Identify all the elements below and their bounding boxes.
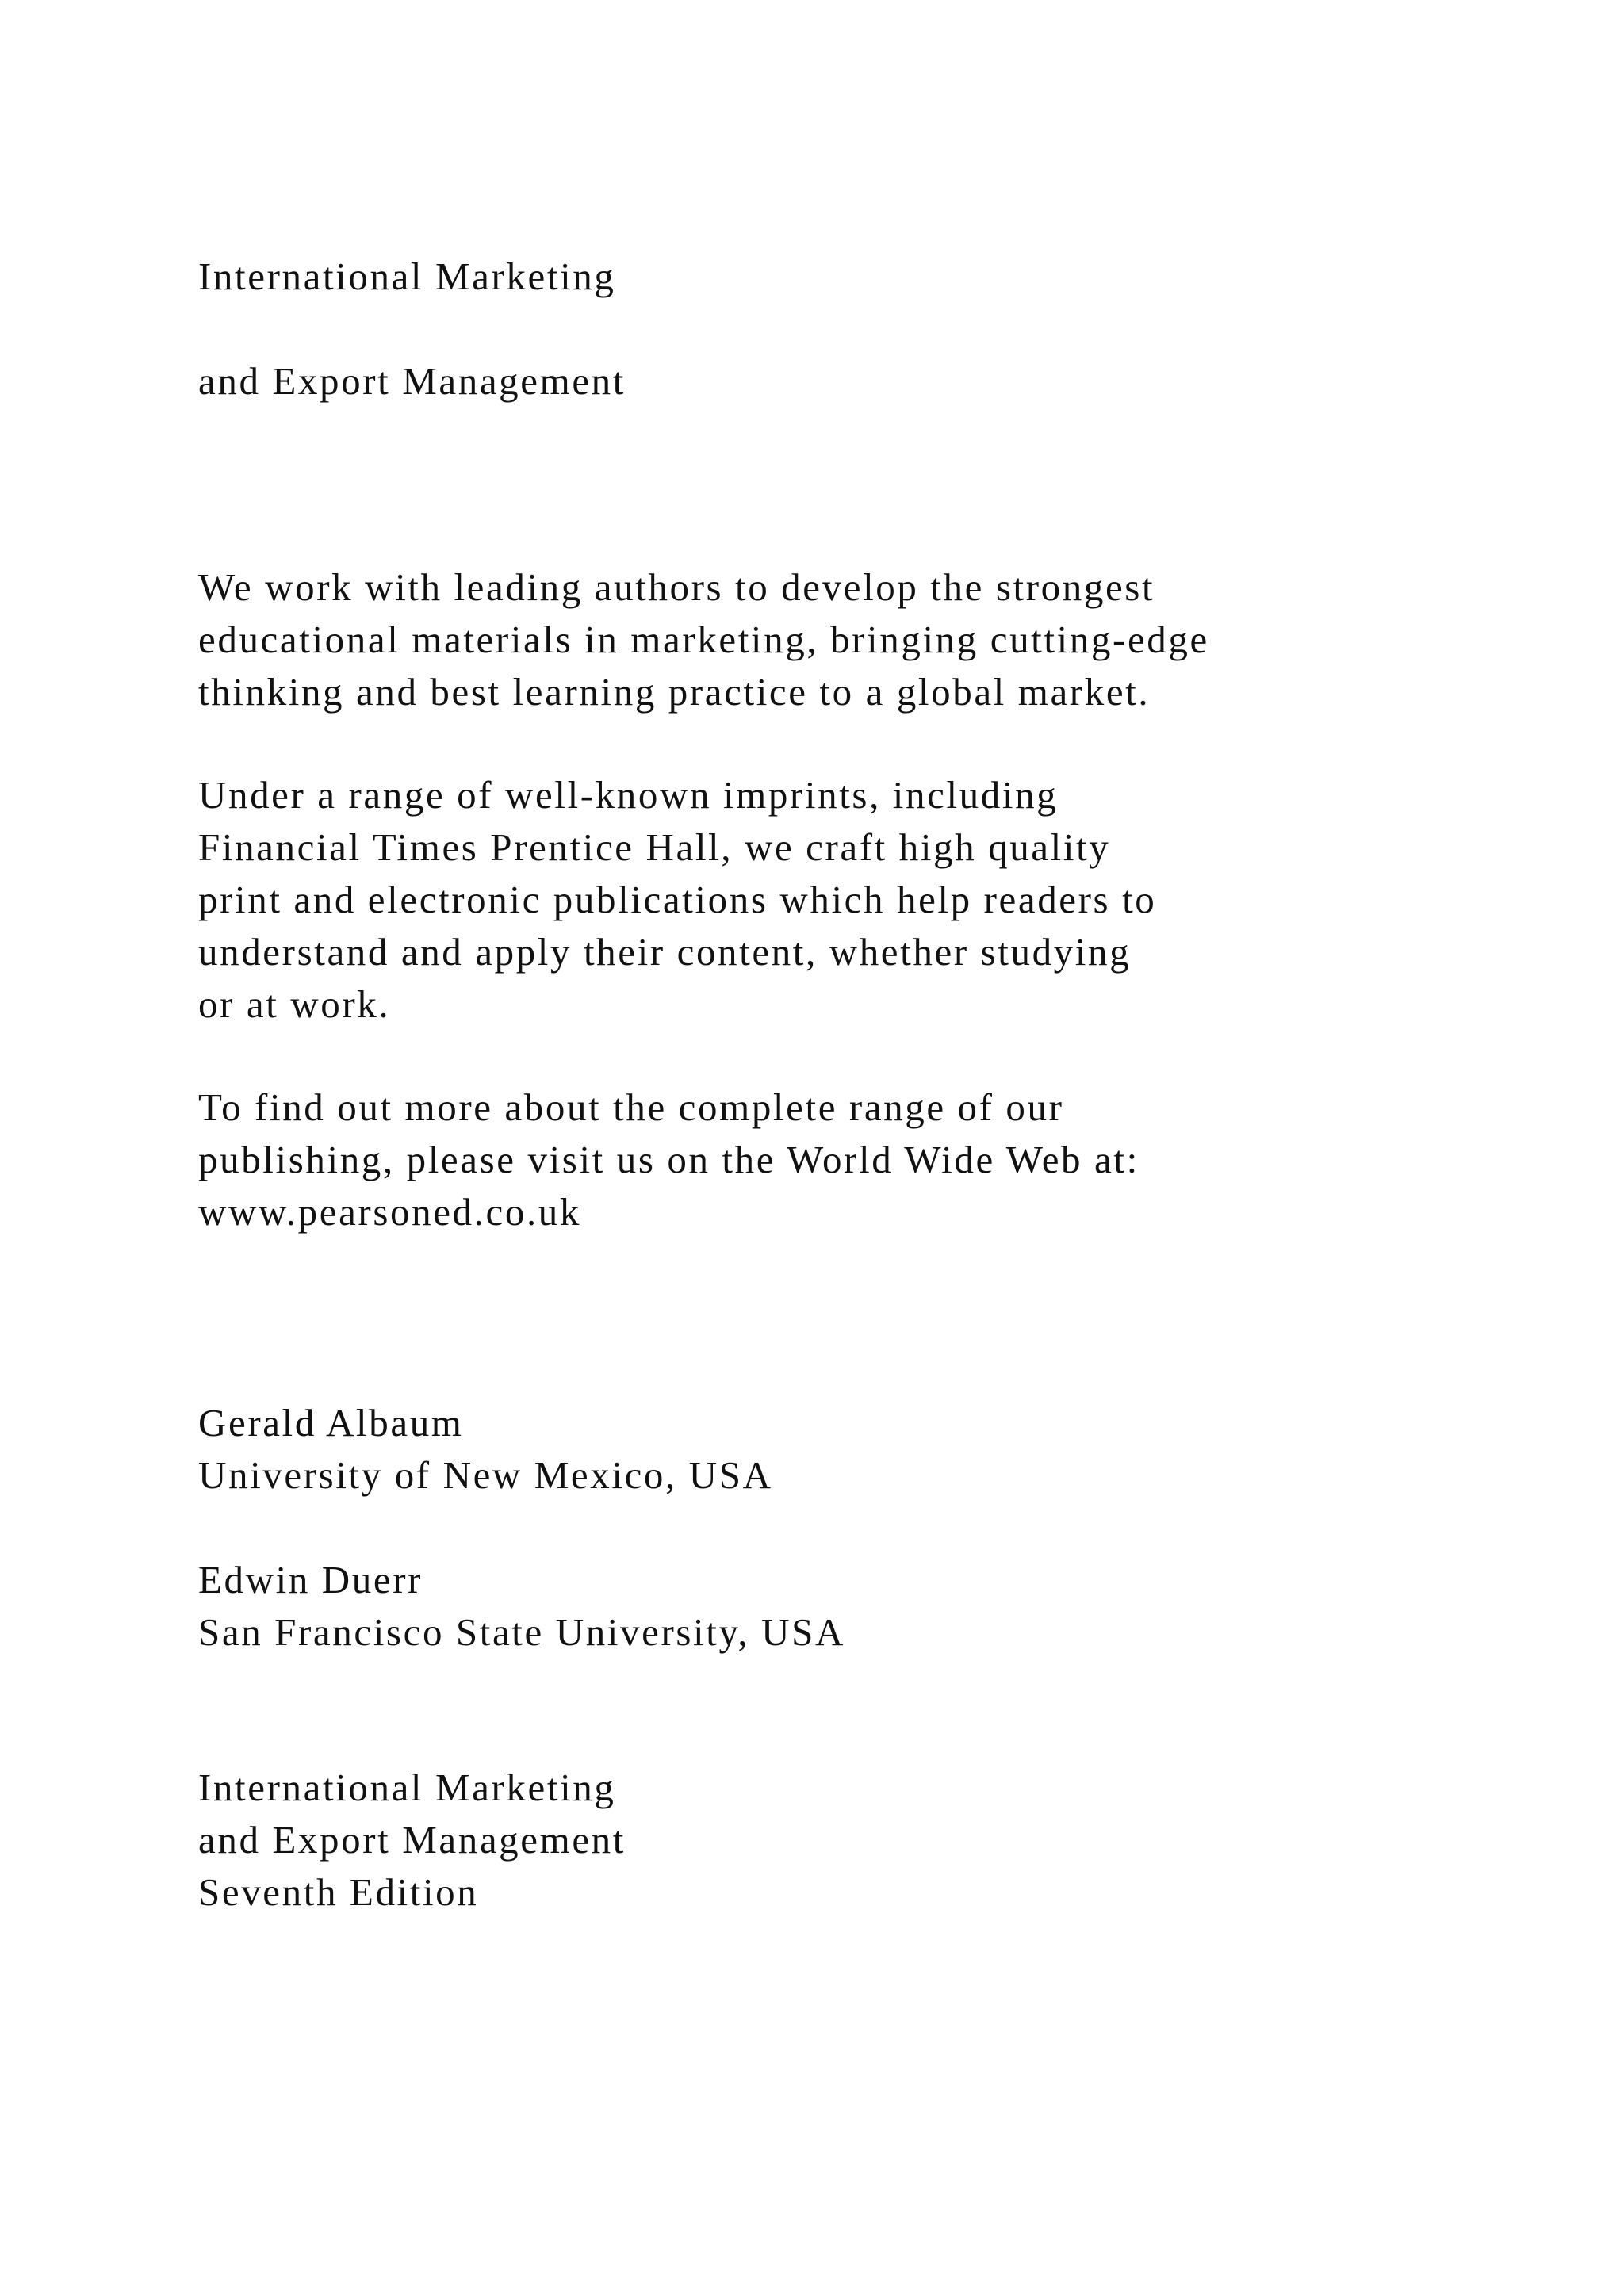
blurb-p3-line-1: To find out more about the complete range of our	[198, 1085, 1064, 1129]
title-line-2: and Export Management	[198, 1818, 626, 1862]
blurb-p2-line-1: Under a range of well-known imprints, including	[198, 773, 1059, 817]
author-name: Gerald Albaum	[198, 1401, 464, 1445]
author-affiliation: San Francisco State University, USA	[198, 1610, 845, 1654]
blurb-p1-line-2: educational materials in marketing, bringing cutting-edge	[198, 618, 1209, 661]
publisher-url: www.pearsoned.co.uk	[198, 1190, 582, 1234]
blurb-p2-line-2: Financial Times Prentice Hall, we craft high quality	[198, 825, 1111, 869]
blurb-p1-line-1: We work with leading authors to develop the strongest	[198, 565, 1155, 609]
edition-label: Seventh Edition	[198, 1870, 479, 1914]
half-title-line-1: International Marketing	[198, 254, 616, 298]
half-title-line-2: and Export Management	[198, 359, 626, 403]
author-affiliation: University of New Mexico, USA	[198, 1453, 773, 1497]
blurb-p1-line-3: thinking and best learning practice to a global market.	[198, 670, 1151, 714]
blurb-p2-line-4: understand and apply their content, whether studying	[198, 930, 1132, 974]
blurb-p2-line-3: print and electronic publications which help readers to	[198, 878, 1157, 921]
title-line-1: International Marketing	[198, 1766, 616, 1809]
author-name: Edwin Duerr	[198, 1558, 423, 1601]
blurb-p2-line-5: or at work.	[198, 982, 391, 1026]
blurb-p3-line-2: publishing, please visit us on the World Wide Web at:	[198, 1138, 1139, 1181]
